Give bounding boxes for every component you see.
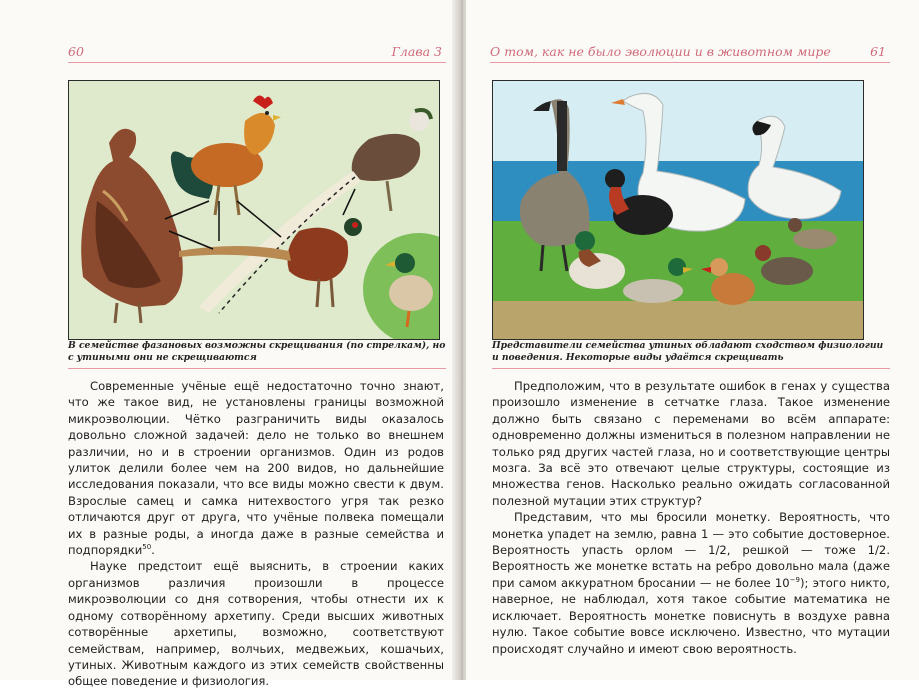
right-running-header — [490, 44, 890, 63]
left-running-header — [68, 44, 446, 63]
pheasant-family-illustration — [68, 80, 440, 340]
birds-drawing — [69, 81, 439, 339]
exponent: −9 — [789, 576, 800, 585]
footnote-ref[interactable]: 50 — [142, 543, 152, 552]
left-page — [0, 0, 458, 689]
paragraph: Предположим, что в результате ошибок в генах у существа произошло изменение в сетчатке глаза. Такое изменение должно быть связано с переменами во всём аппарате: одновременно должны измениться в полезном направлении не только ряд других частей глаза, но и соответствующие центры мозга. За всё это отвечают целые структуры, состоящие из множества генов. Насколько реально ожидать согласованной полезной мутации этих структур? — [492, 379, 890, 508]
chapter-title: О том, как не было эволюции и в животном мире — [490, 44, 831, 59]
left-page-number: 60 — [68, 44, 84, 59]
right-page-number: 61 — [870, 44, 886, 59]
left-figure-caption: В семействе фазановых возможны скрещивания (по стрелкам), но с утиными они не скрещиваются — [68, 340, 446, 369]
chapter-label: Глава 3 — [391, 44, 442, 59]
right-page — [466, 0, 919, 680]
paragraph: Науке предстоит ещё выяснить, в строении каких организмов различия произошли в процессе микроэволюции со дня сотворения, чтобы отнести их к одному сотворённому архетипу. Среди высших животных сотворённые архетипы, возможно, соответствуют семействам, например, волчьих, медвежьих, кошачьих, утиных. Животным каждого из этих семейств свойственны общее поведение и физиология. — [68, 559, 444, 689]
paragraph: Представим, что мы бросили монетку. Вероятность, что монетка упадет на землю, равна 1 — это событие достоверное. Вероятность упасть орлом — 1/2, решкой — тоже 1/2. Вероятность же монетке встать на ребро довольно мала (даже при самом аккуратном бросании — не более $10^{-9}$); этого никто, наверное, не наблюдал, хотя такое событие математика не исключает. Вероятность монетке повиснуть в воздухе равна нулю. Такое событие вовсе исключено. Известно, что мутации происходят случайно и имеют свою вероятность. — [492, 510, 890, 656]
left-body-text — [68, 378, 444, 690]
right-body-text — [492, 378, 890, 657]
right-figure-caption: Представители семейства утиных обладают сходством физиологии и поведения. Некоторые виды удаётся скрещивать — [492, 340, 890, 369]
duck-family-illustration — [492, 80, 864, 340]
waterfowl-drawing — [493, 81, 863, 339]
paragraph: Современные учёные ещё недостаточно точно знают, что же такое вид, не установлены границы возможной микроэволюции. Чётко разграничить виды оказалось довольно сложной задачей: дело не только во внешнем различии, но и в строении организмов. Один из родов улиток делили более чем на 200 видов, но дальнейшие исследования показали, что все виды можно свести к двум. Взрослые самец и самка нитехвостого угря так резко отличаются друг от друга, что учёные полвека помещали их в разные роды, а иногда даже в разные семейства и подпорядки$^{50}$. — [68, 379, 444, 558]
